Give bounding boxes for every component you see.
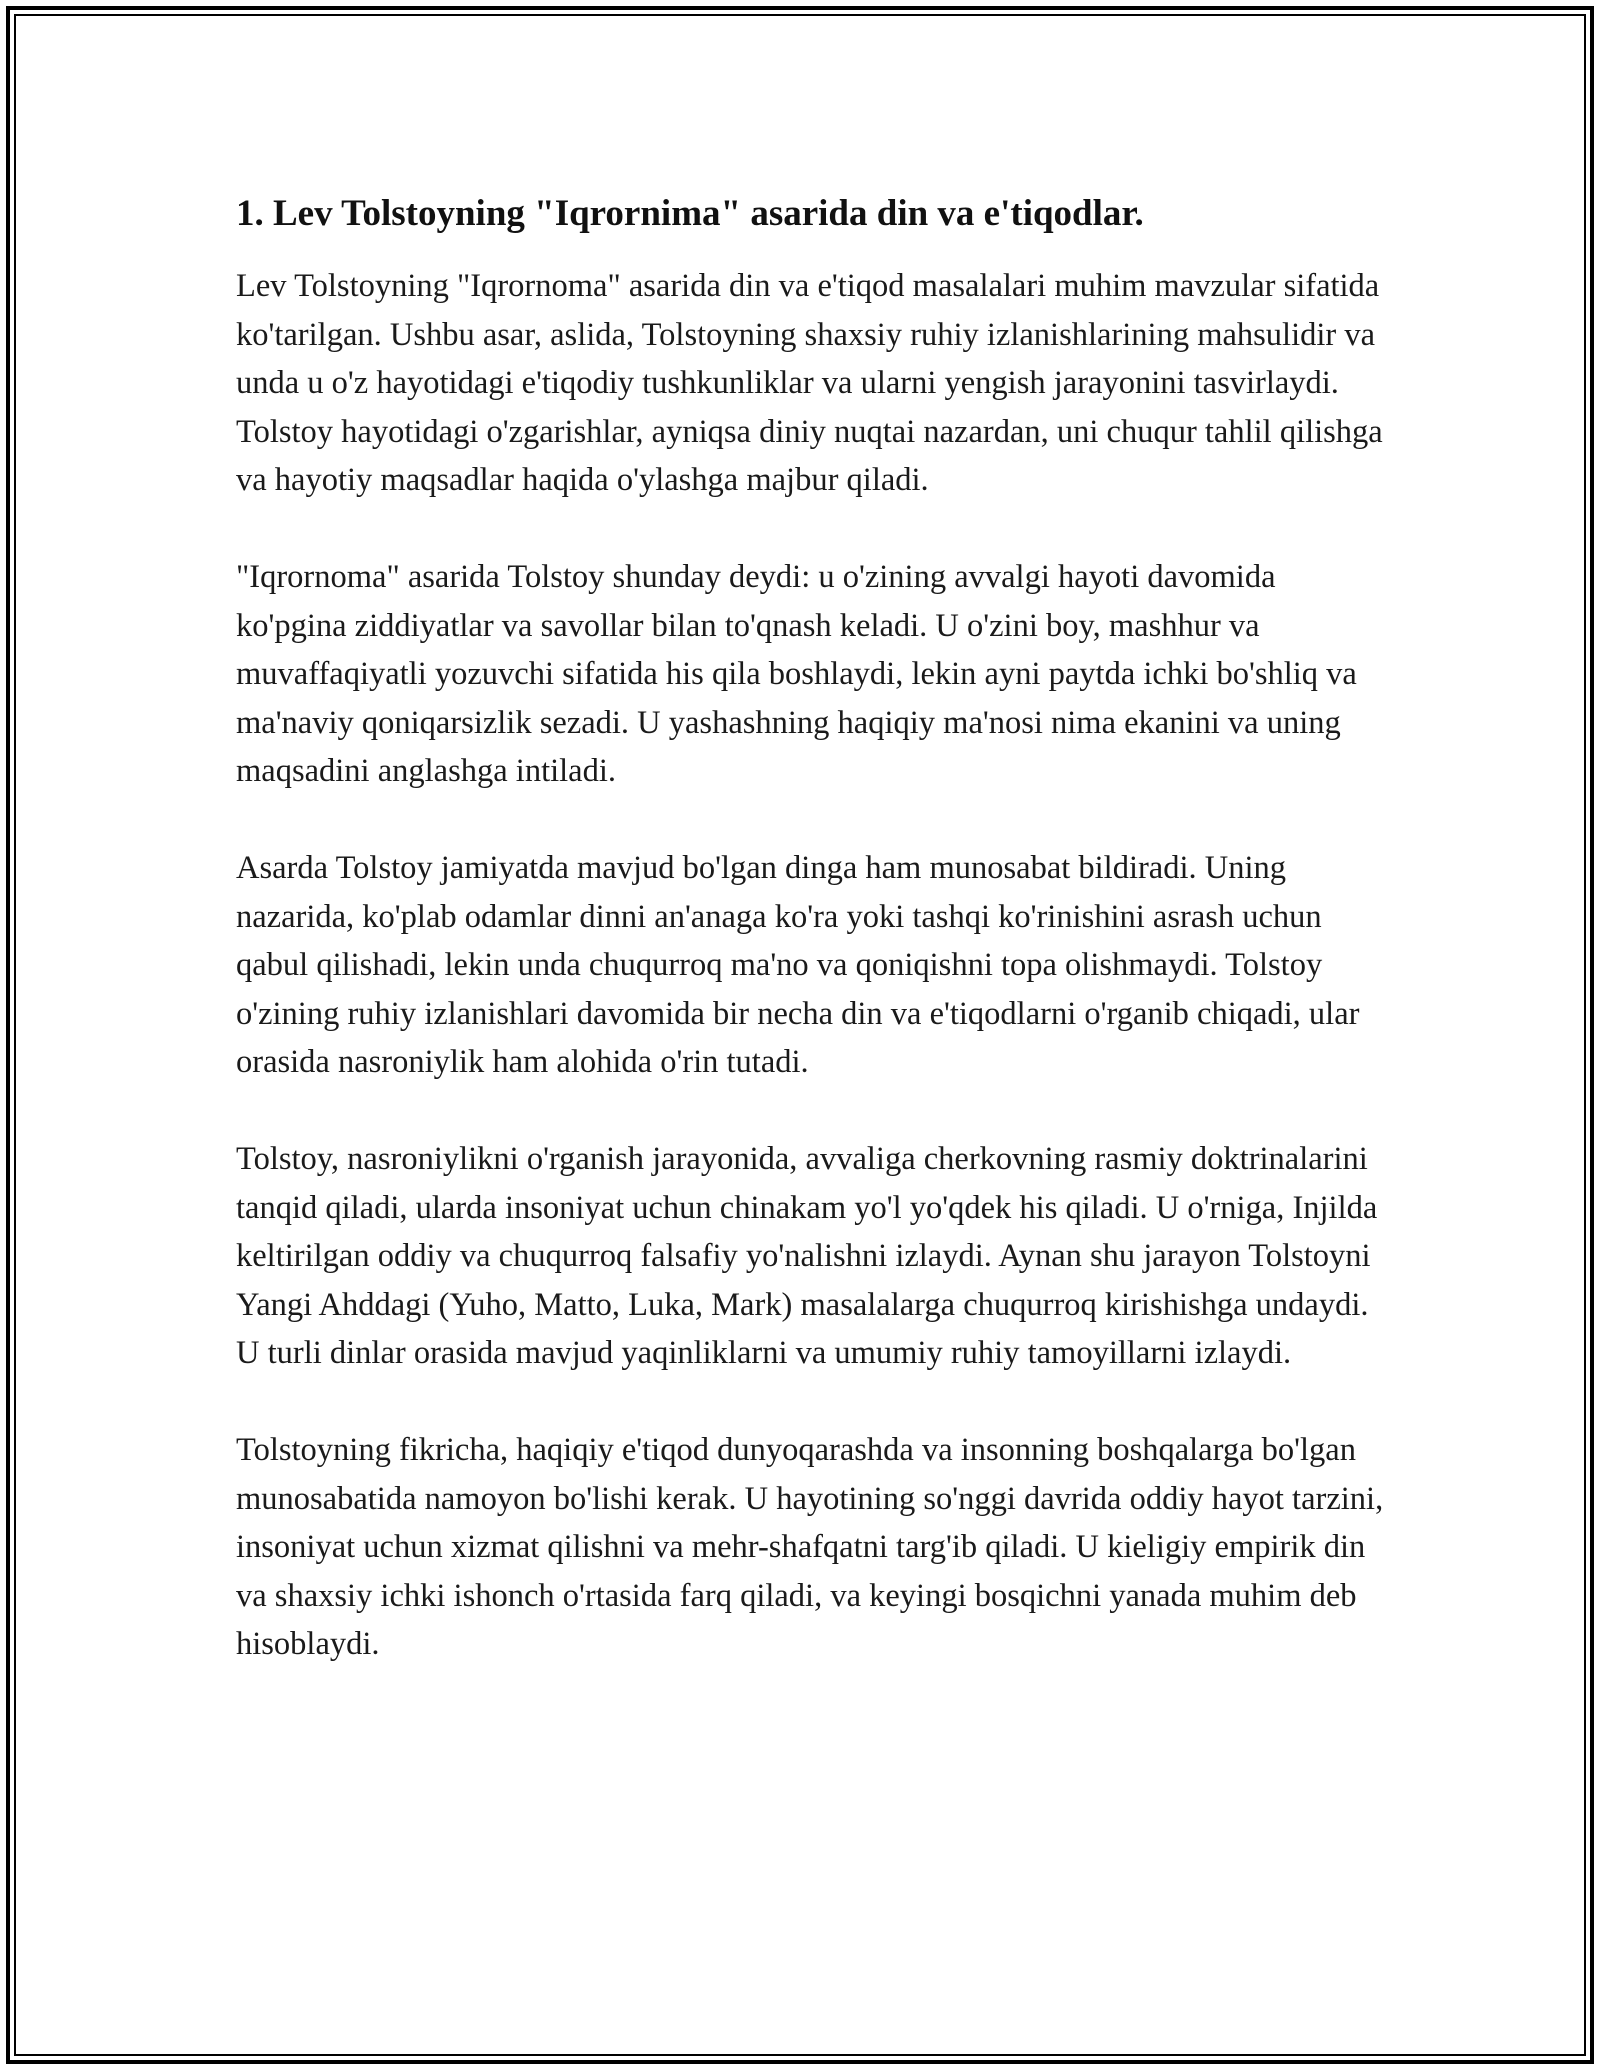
document-title: 1. Lev Tolstoyning "Iqrornima" asarida din va e'tiqodlar.	[236, 193, 1144, 234]
document-body	[236, 186, 1386, 1717]
paragraph-1: Lev Tolstoyning "Iqrornoma" asarida din va e'tiqod masalalari muhim mavzular sifatida ko'tarilgan. Ushbu asar, aslida, Tolstoyning shaxsiy ruhiy izlanishlarining mahsulidir va unda u o'z hayotidagi e'tiqodiy tushkunliklar va ularni yengish jarayonini tasvirlaydi. Tolstoy hayotidagi o'zgarishlar, ayniqsa diniy nuqtai nazardan, uni chuqur tahlil qilishga va hayotiy maqsadlar haqida o'ylashga majbur qiladi.	[236, 268, 1383, 498]
paragraph-5: Tolstoyning fikricha, haqiqiy e'tiqod dunyoqarashda va insonning boshqalarga bo'lgan munosabatida namoyon bo'lishi kerak. U hayotining so'nggi davrida oddiy hayot tarzini, insoniyat uchun xizmat qilishni va mehr-shafqatni targ'ib qiladi. U kieligiy empirik din va shaxsiy ichki ishonch o'rtasida farq qiladi, va keyingi bosqichni yanada muhim deb hisoblaydi.	[236, 1432, 1384, 1662]
paragraph-3: Asarda Tolstoy jamiyatda mavjud bo'lgan dinga ham munosabat bildiradi. Uning nazarida, ko'plab odamlar dinni an'anaga ko'ra yoki tashqi ko'rinishini asrash uchun qabul qilishadi, lekin unda chuqurroq ma'no va qoniqishni topa olishmaydi. Tolstoy o'zining ruhiy izlanishlari davomida bir necha din va e'tiqodlarni o'rganib chiqadi, ular orasida nasroniylik ham alohida o'rin tutadi.	[236, 850, 1360, 1080]
paragraph-2: "Iqrornoma" asarida Tolstoy shunday deydi: u o'zining avvalgi hayoti davomida ko'pgina ziddiyatlar va savollar bilan to'qnash keladi. U o'zini boy, mashhur va muvaffaqiyatli yozuvchi sifatida his qila boshlaydi, lekin ayni paytda ichki bo'shliq va ma'naviy qoniqarsizlik sezadi. U yashashning haqiqiy ma'nosi nima ekanini va uning maqsadini anglashga intiladi.	[236, 559, 1357, 789]
paragraph-4: Tolstoy, nasroniylikni o'rganish jarayonida, avvaliga cherkovning rasmiy doktrinalarini tanqid qiladi, ularda insoniyat uchun chinakam yo'l yo'qdek his qiladi. U o'rniga, Injilda keltirilgan oddiy va chuqurroq falsafiy yo'nalishni izlaydi. Aynan shu jarayon Tolstoyni Yangi Ahddagi (Yuho, Matto, Luka, Mark) masalalarga chuqurroq kirishishga undaydi. U turli dinlar orasida mavjud yaqinliklarni va umumiy ruhiy tamoyillarni izlaydi.	[236, 1141, 1378, 1371]
